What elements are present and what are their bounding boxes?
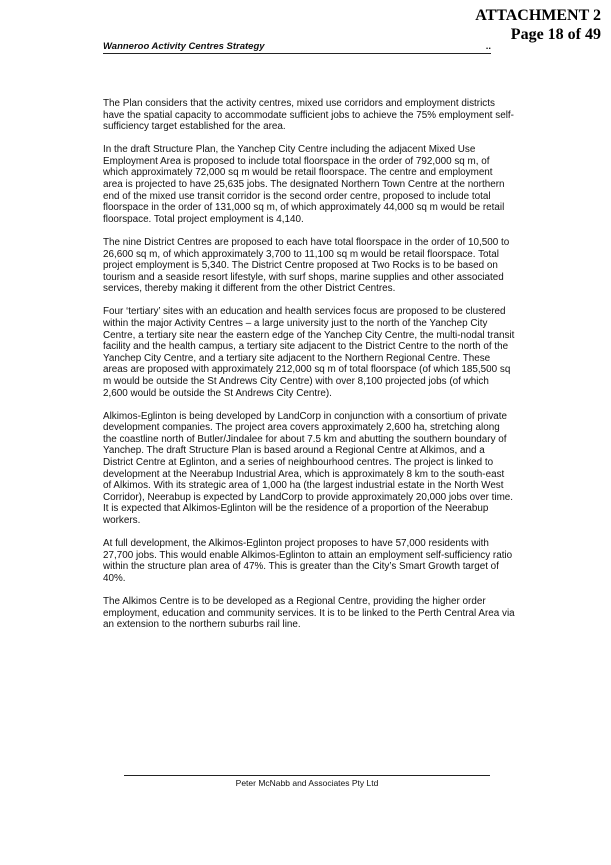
body-text [103,98,515,642]
paragraph-5: Alkimos-Eglinton is being developed by LandCorp in conjunction with a consortium of private development companies. The project area covers approximately 2,600 ha, stretching along the coastline north of Butler/Jindalee for about 7.5 km and abutting the southern boundary of Yanchep. The draft Structure Plan is based around a Regional Centre at Alkimos, and a District Centre at Eglinton, and a series of neighbourhood centres. The project is linked to development at the Neerabup Industrial Area, which is approximately 8 km to the south-east of Alkimos. With its strategic area of 1,000 ha (the largest industrial estate in the North West Corridor), Neerabup is expected by LandCorp to provide approximately 20,000 jobs over time. It is expected that Alkimos-Eglinton will be the residence of a proportion of the Neerabup workers. [103,410,514,526]
document-title: Wanneroo Activity Centres Strategy [103,41,265,52]
paragraph-6: At full development, the Alkimos-Eglinton project proposes to have 57,000 residents with 27,700 jobs. This would enable Alkimos-Eglinton to attain an employment self-sufficiency ratio within the structure plan area of 47%. This is greater than the City’s Smart Growth target of 40%. [103,538,513,584]
paragraph-4: Four ‘tertiary’ sites with an education and health services focus are proposed to be clustered within the major Activity Centres – a large university just to the north of the Yanchep City Centre, a tertiary site near the eastern edge of the Yanchep City Centre, the multi-nodal transit facility and the health campus, a tertiary site adjacent to the District Centre to the north of the Yanchep City Centre, and a tertiary site adjacent to the Northern Regional Centre. These areas are proposed with approximately 212,000 sq m of total floorspace (of which 185,500 sq m would be outside the St Andrews City Centre) with over 8,100 projected jobs (of which 2,600 would be outside the St Andrews City Centre). [103,306,515,399]
paragraph-3: The nine District Centres are proposed to each have total floorspace in the order of 10,500 to 26,600 sq m, of which approximately 3,700 to 11,100 sq m would be retail floorspace. Total project employment is 5,340. The District Centre proposed at Two Rocks is to be based on tourism and a seaside resort lifestyle, with surf shops, marine supplies and other associated services, thereby making it different from the other District Centres. [103,236,510,295]
running-header [103,40,491,54]
footer-divider [124,775,490,776]
paragraph-1: The Plan considers that the activity centres, mixed use corridors and employment districts have the spatial capacity to accommodate sufficient jobs to achieve the 75% employment self-sufficiency target established for the area. [103,98,514,133]
paragraph-2: In the draft Structure Plan, the Yanchep City Centre including the adjacent Mixed Use Employment Area is proposed to include total floorspace in the order of 792,000 sq m, of which approximately 72,000 sq m would be retail floorspace. The centre and employment area is projected to have 25,635 jobs. The designated Northern Town Centre at the northern end of the mixed use transit corridor is the second order centre, proposed to include total floorspace in the order of 131,000 sq m, of which approximately 44,000 sq m would be retail floorspace. Total project employment is 4,140. [103,144,505,225]
page-number: Page 18 of 49 [510,26,601,43]
footer-text: Peter McNabb and Associates Pty Ltd [235,778,379,788]
attachment-stamp [475,6,601,44]
paragraph-7: The Alkimos Centre is to be developed as a Regional Centre, providing the higher order employment, education and community services. It is to be linked to the Perth Central Area via an extension to the northern suburbs rail line. [103,595,515,631]
header-marker: .. [485,41,491,52]
attachment-label: ATTACHMENT 2 [475,7,601,24]
